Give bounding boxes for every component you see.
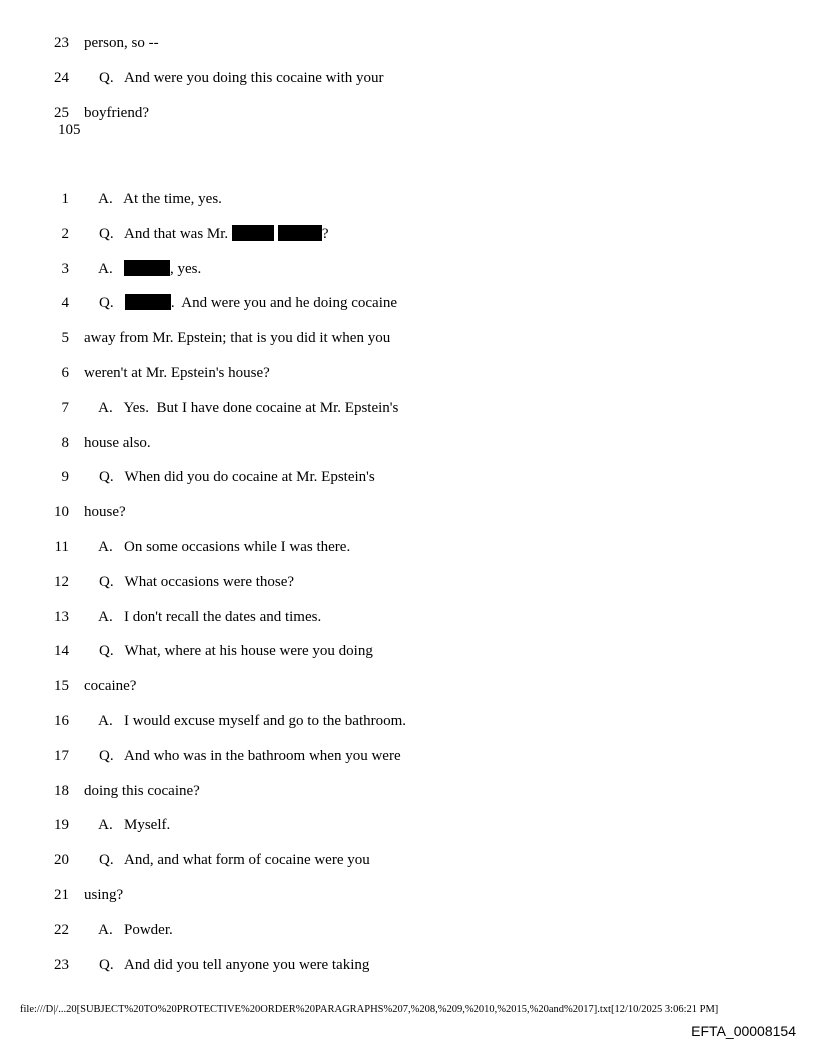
line-text: A. At the time, yes.	[84, 191, 222, 207]
page-number: 105	[58, 122, 81, 138]
line-text: boyfriend?	[84, 104, 149, 121]
line-text: Q. What, where at his house were you doing	[84, 643, 373, 660]
line-text: A. I don't recall the dates and times.	[84, 608, 322, 625]
line-number: 21	[54, 887, 69, 903]
line-number: 18	[54, 782, 69, 799]
line-number: 14	[54, 643, 69, 660]
line-text: Q. When did you do cocaine at Mr. Epstein's	[84, 469, 375, 486]
line-text: cocaine?	[84, 678, 137, 695]
line-number: 22	[54, 921, 69, 938]
line-number: 8	[61, 434, 69, 451]
line-number: 17	[54, 747, 69, 764]
line-text: weren't at Mr. Epstein's house?	[84, 365, 270, 381]
line-text: away from Mr. Epstein; that is you did it when you	[84, 330, 391, 347]
footer-document-id: EFTA_00008154	[691, 1023, 796, 1039]
line-text: house also.	[84, 434, 151, 451]
redaction-box	[124, 260, 170, 276]
line-text: A. On some occasions while I was there.	[84, 539, 351, 555]
line-text: Q. And did you tell anyone you were taking	[84, 956, 370, 973]
line-number: 7	[61, 399, 69, 416]
line-text: person, so --	[84, 35, 159, 51]
line-number: 25	[54, 104, 69, 121]
line-number: 23	[54, 956, 69, 973]
line-number: 10	[54, 504, 69, 521]
line-number: 23	[54, 35, 69, 51]
line-number: 16	[54, 713, 69, 729]
line-text: using?	[84, 887, 124, 903]
line-text: house?	[84, 504, 126, 521]
footer-file-path: file:///D|/...20[SUBJECT%20TO%20PROTECTIVE%20ORDER%20PARAGRAPHS%207,%208,%209,%2010,%2015,%20and%2017].txt[12/10/2025 3:06:21 PM]	[20, 1004, 719, 1015]
redaction-box	[125, 294, 171, 310]
line-text: Q. And, and what form of cocaine were you	[84, 852, 370, 869]
line-text: Q. And who was in the bathroom when you were	[84, 747, 401, 764]
line-text: Q. . And were you and he doing cocaine	[84, 295, 398, 312]
line-number: 20	[54, 852, 69, 869]
line-number: 9	[61, 469, 69, 486]
line-text: A. I would excuse myself and go to the bathroom.	[84, 713, 407, 729]
line-text: Q. What occasions were those?	[84, 573, 295, 590]
line-number: 1	[61, 191, 69, 207]
line-text: Q. And that was Mr. ?	[84, 225, 329, 242]
line-text: Q. And were you doing this cocaine with your	[84, 69, 384, 86]
line-number: 11	[54, 539, 69, 555]
line-number: 24	[54, 69, 69, 86]
line-text: A. Yes. But I have done cocaine at Mr. Epstein's	[84, 399, 399, 416]
line-text: A. Powder.	[84, 921, 173, 938]
line-number: 13	[54, 608, 69, 625]
line-number: 5	[61, 330, 69, 347]
line-number: 3	[61, 260, 69, 277]
line-text: doing this cocaine?	[84, 782, 200, 799]
line-number: 2	[61, 225, 69, 242]
line-number: 19	[54, 817, 69, 834]
line-number: 12	[54, 573, 69, 590]
line-number: 6	[61, 365, 69, 381]
line-text: A. Myself.	[84, 817, 171, 834]
redaction-box	[278, 225, 322, 241]
line-number: 4	[61, 295, 69, 312]
line-text: A. , yes.	[84, 260, 202, 277]
redaction-box	[232, 225, 274, 241]
line-number: 15	[54, 678, 69, 695]
